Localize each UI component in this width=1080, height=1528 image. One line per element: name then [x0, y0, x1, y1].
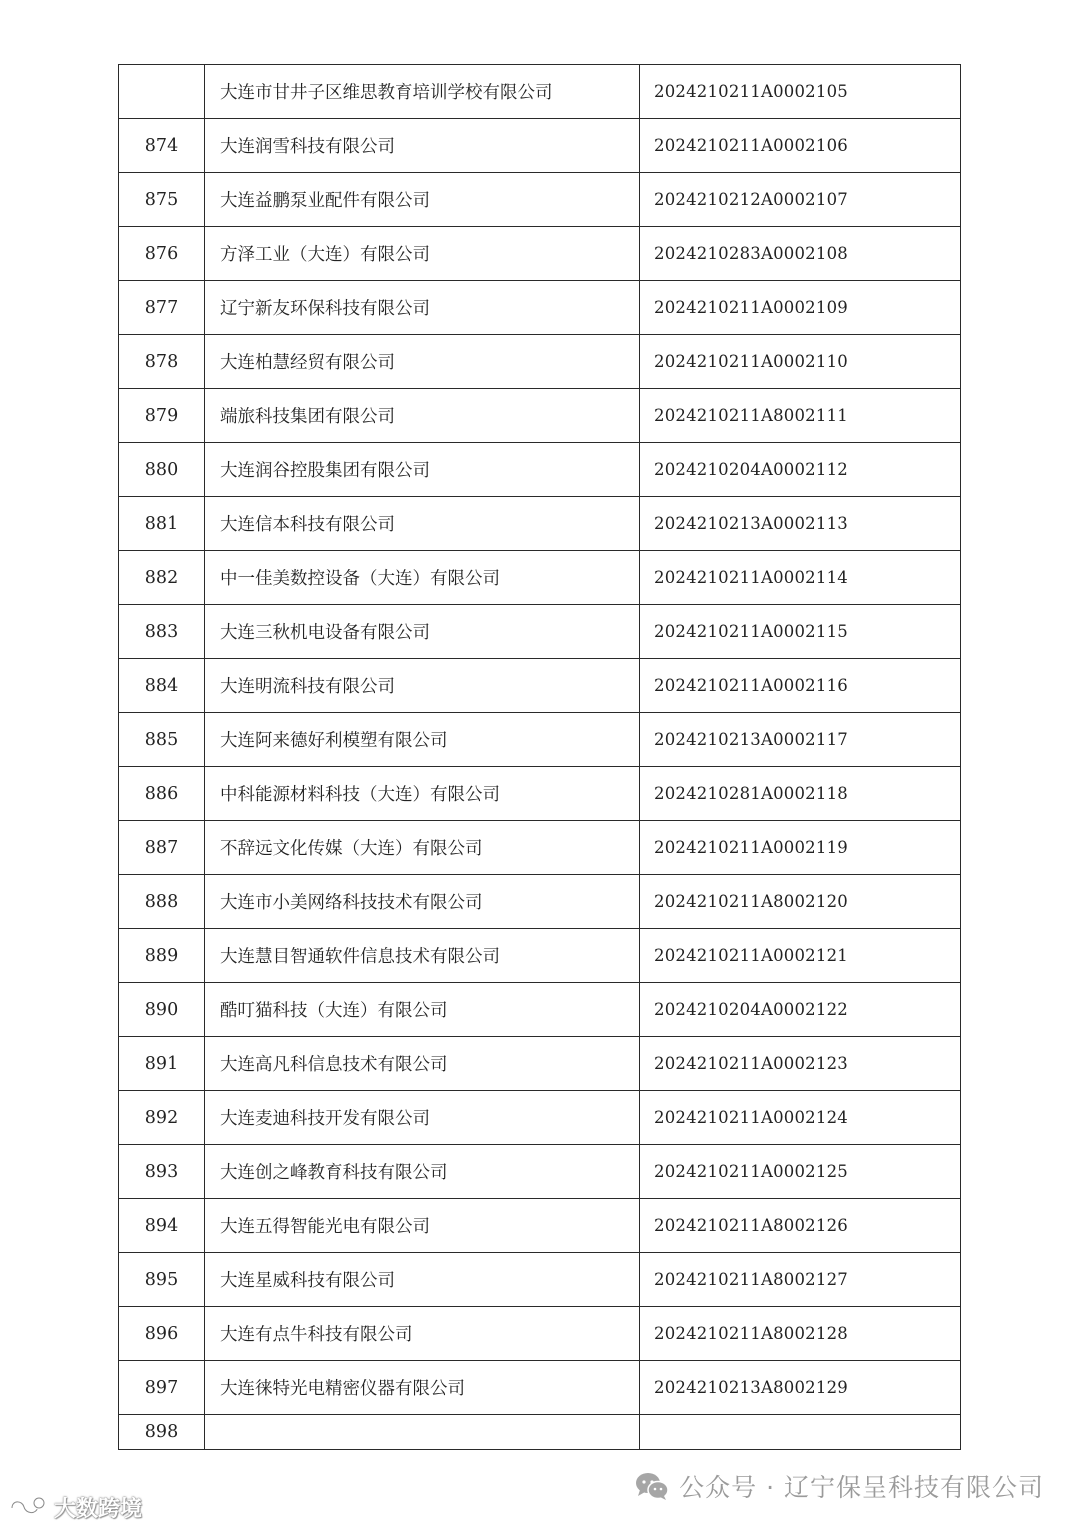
- company-name-cell: 大连三秋机电设备有限公司: [205, 605, 640, 659]
- wechat-account-text: 公众号 · 辽宁保呈科技有限公司: [679, 1473, 1044, 1502]
- table-row: [119, 443, 961, 497]
- registration-code-cell: 2024210211A0002116: [640, 659, 961, 713]
- table-row: [119, 983, 961, 1037]
- company-name-cell: 大连阿来德好利模塑有限公司: [205, 713, 640, 767]
- company-name-cell: 大连五得智能光电有限公司: [205, 1199, 640, 1253]
- brand-logo-icon: [8, 1495, 48, 1521]
- row-number-cell: 898: [119, 1415, 205, 1450]
- registration-code-cell: 2024210211A8002111: [640, 389, 961, 443]
- row-number-cell: 896: [119, 1307, 205, 1361]
- row-number-cell: 890: [119, 983, 205, 1037]
- row-number-cell: 877: [119, 281, 205, 335]
- registration-code-cell: 2024210283A0002108: [640, 227, 961, 281]
- registration-code-cell: 2024210211A0002115: [640, 605, 961, 659]
- table-row: [119, 1199, 961, 1253]
- table-row: [119, 1145, 961, 1199]
- table-row: [119, 227, 961, 281]
- row-number-cell: 895: [119, 1253, 205, 1307]
- company-name-cell: 大连市小美网络科技技术有限公司: [205, 875, 640, 929]
- registration-code-cell: 2024210211A0002124: [640, 1091, 961, 1145]
- registration-code-cell: 2024210211A0002109: [640, 281, 961, 335]
- registration-code-cell: 2024210213A0002113: [640, 497, 961, 551]
- table-row: [119, 1415, 961, 1450]
- company-name-cell: 不辞远文化传媒（大连）有限公司: [205, 821, 640, 875]
- registration-code-cell: 2024210211A8002120: [640, 875, 961, 929]
- row-number-cell: 889: [119, 929, 205, 983]
- row-number-cell: 882: [119, 551, 205, 605]
- table-row: [119, 173, 961, 227]
- row-number-cell: 879: [119, 389, 205, 443]
- row-number-cell: 887: [119, 821, 205, 875]
- row-number-cell: 893: [119, 1145, 205, 1199]
- registration-code-cell: 2024210211A0002105: [640, 65, 961, 119]
- row-number-cell: 891: [119, 1037, 205, 1091]
- table-row: [119, 65, 961, 119]
- company-name-cell: 大连信本科技有限公司: [205, 497, 640, 551]
- row-number-cell: 875: [119, 173, 205, 227]
- company-name-cell: 酷叮猫科技（大连）有限公司: [205, 983, 640, 1037]
- row-number-cell: [119, 65, 205, 119]
- company-name-cell: 大连润谷控股集团有限公司: [205, 443, 640, 497]
- registration-code-cell: 2024210211A8002126: [640, 1199, 961, 1253]
- company-name-cell: 大连益鹏泵业配件有限公司: [205, 173, 640, 227]
- row-number-cell: 883: [119, 605, 205, 659]
- table-row: [119, 497, 961, 551]
- registration-code-cell: 2024210213A8002129: [640, 1361, 961, 1415]
- table-row: [119, 713, 961, 767]
- company-name-cell: 辽宁新友环保科技有限公司: [205, 281, 640, 335]
- table-row: [119, 1091, 961, 1145]
- row-number-cell: 878: [119, 335, 205, 389]
- table-row: [119, 821, 961, 875]
- row-number-cell: 874: [119, 119, 205, 173]
- row-number-cell: 880: [119, 443, 205, 497]
- company-name-cell: 大连创之峰教育科技有限公司: [205, 1145, 640, 1199]
- row-number-cell: 894: [119, 1199, 205, 1253]
- row-number-cell: 876: [119, 227, 205, 281]
- registration-code-cell: 2024210213A0002117: [640, 713, 961, 767]
- table-body: [119, 65, 961, 1450]
- row-number-cell: 884: [119, 659, 205, 713]
- company-name-cell: 中一佳美数控设备（大连）有限公司: [205, 551, 640, 605]
- table-row: [119, 281, 961, 335]
- row-number-cell: 881: [119, 497, 205, 551]
- registration-code-cell: 2024210211A0002110: [640, 335, 961, 389]
- registration-code-cell: 2024210211A0002119: [640, 821, 961, 875]
- table-row: [119, 929, 961, 983]
- table-row: [119, 875, 961, 929]
- table-row: [119, 119, 961, 173]
- table-row: [119, 659, 961, 713]
- company-name-cell: 中科能源材料科技（大连）有限公司: [205, 767, 640, 821]
- registration-code-cell: 2024210211A8002128: [640, 1307, 961, 1361]
- table-row: [119, 767, 961, 821]
- registration-code-cell: 2024210211A0002114: [640, 551, 961, 605]
- registration-code-cell: 2024210211A0002125: [640, 1145, 961, 1199]
- table-row: [119, 389, 961, 443]
- registration-code-cell: 2024210204A0002112: [640, 443, 961, 497]
- table-row: [119, 335, 961, 389]
- row-number-cell: 886: [119, 767, 205, 821]
- company-name-cell: [205, 1415, 640, 1450]
- company-list-table: [118, 64, 961, 1450]
- registration-code-cell: 2024210212A0002107: [640, 173, 961, 227]
- company-name-cell: 大连明流科技有限公司: [205, 659, 640, 713]
- row-number-cell: 897: [119, 1361, 205, 1415]
- company-name-cell: 大连有点牛科技有限公司: [205, 1307, 640, 1361]
- wechat-account-watermark: [635, 1466, 1044, 1506]
- registration-code-cell: 2024210211A8002127: [640, 1253, 961, 1307]
- registration-code-cell: 2024210211A0002123: [640, 1037, 961, 1091]
- table-row: [119, 1253, 961, 1307]
- table-row: [119, 605, 961, 659]
- table-row: [119, 551, 961, 605]
- table-row: [119, 1307, 961, 1361]
- table-row: [119, 1361, 961, 1415]
- registration-code-cell: 2024210204A0002122: [640, 983, 961, 1037]
- company-name-cell: 大连慧目智通软件信息技术有限公司: [205, 929, 640, 983]
- company-name-cell: 大连润雪科技有限公司: [205, 119, 640, 173]
- company-name-cell: 大连柏慧经贸有限公司: [205, 335, 640, 389]
- company-name-cell: 大连麦迪科技开发有限公司: [205, 1091, 640, 1145]
- table-row: [119, 1037, 961, 1091]
- row-number-cell: 892: [119, 1091, 205, 1145]
- company-name-cell: 大连高凡科信息技术有限公司: [205, 1037, 640, 1091]
- row-number-cell: 888: [119, 875, 205, 929]
- company-name-cell: 大连市甘井子区维思教育培训学校有限公司: [205, 65, 640, 119]
- row-number-cell: 885: [119, 713, 205, 767]
- company-name-cell: 大连星威科技有限公司: [205, 1253, 640, 1307]
- company-name-cell: 端旅科技集团有限公司: [205, 389, 640, 443]
- company-name-cell: 大连徕特光电精密仪器有限公司: [205, 1361, 640, 1415]
- brand-name-text: 大数跨境: [54, 1497, 143, 1522]
- registration-code-cell: 2024210211A0002106: [640, 119, 961, 173]
- registration-code-cell: 2024210211A0002121: [640, 929, 961, 983]
- brand-watermark: [8, 1492, 142, 1523]
- wechat-icon: [635, 1471, 669, 1501]
- company-name-cell: 方泽工业（大连）有限公司: [205, 227, 640, 281]
- registration-code-cell: 2024210281A0002118: [640, 767, 961, 821]
- registration-code-cell: [640, 1415, 961, 1450]
